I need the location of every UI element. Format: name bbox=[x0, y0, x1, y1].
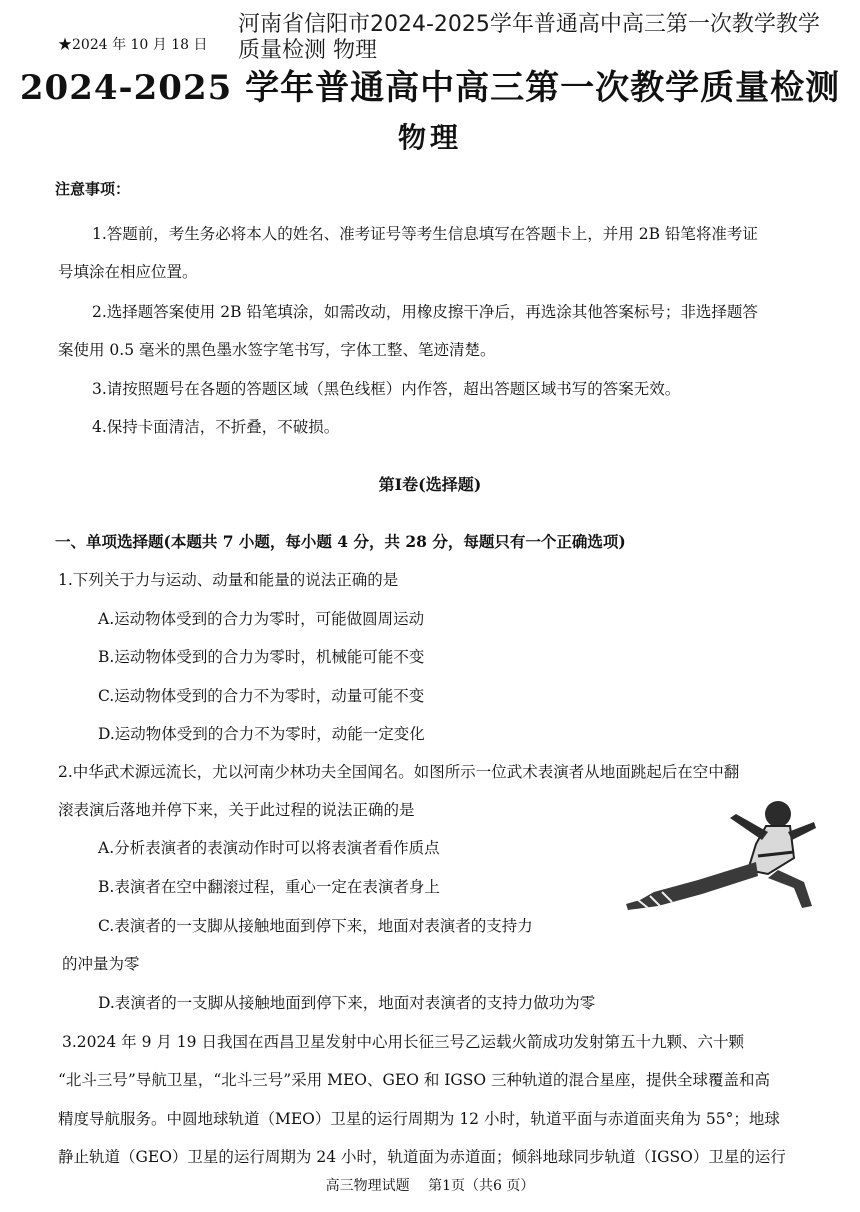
q2-option-a: A.分析表演者的表演动作时可以将表演者看作质点 bbox=[98, 839, 440, 857]
note-item-1-cont: 号填涂在相应位置。 bbox=[58, 263, 198, 281]
martial-artist-figure bbox=[618, 796, 828, 914]
page-title: 2024-2025 学年普通高中高三第一次教学质量检测 bbox=[19, 68, 841, 108]
q1-stem: 1.下列关于力与运动、动量和能量的说法正确的是 bbox=[58, 571, 399, 589]
q1-option-b: B.运动物体受到的合力为零时，机械能可能不变 bbox=[98, 648, 425, 666]
note-item-1: 1.答题前，考生务必将本人的姓名、准考证号等考生信息填写在答题卡上，并用 2B 铅笔将准考证 bbox=[92, 225, 758, 243]
exam-date: ★2024 年 10 月 18 日 bbox=[58, 37, 208, 53]
q1-option-c: C.运动物体受到的合力不为零时，动量可能不变 bbox=[98, 687, 425, 705]
q1-option-a: A.运动物体受到的合力为零时，可能做圆周运动 bbox=[98, 610, 425, 628]
note-item-3: 3.请按照题号在各题的答题区域（黑色线框）内作答，超出答题区域书写的答案无效。 bbox=[92, 380, 681, 398]
note-item-2: 2.选择题答案使用 2B 铅笔填涂，如需改动，用橡皮擦干净后，再选涂其他答案标号；非选择题答 bbox=[92, 303, 758, 321]
q1-option-d: D.运动物体受到的合力不为零时，动能一定变化 bbox=[98, 725, 425, 743]
q2-stem: 2.中华武术源远流长，尤以河南少林功夫全国闻名。如图所示一位武术表演者从地面跳起后在空中翻 bbox=[58, 763, 740, 781]
subject-title: 物理 bbox=[397, 121, 462, 154]
q3-line-1: 3.2024 年 9 月 19 日我国在西昌卫星发射中心用长征三号乙运载火箭成功发射第五十九颗、六十颗 bbox=[62, 1033, 744, 1051]
q2-option-c-cont: 的冲量为零 bbox=[62, 955, 140, 973]
q2-stem-cont: 滚表演后落地并停下来，关于此过程的说法正确的是 bbox=[58, 801, 415, 819]
q2-option-d: D.表演者的一支脚从接触地面到停下来，地面对表演者的支持力做功为零 bbox=[98, 994, 596, 1012]
q3-line-3: 精度导航服务。中圆地球轨道（MEO）卫星的运行周期为 12 小时，轨道平面与赤道面夹角为 55°；地球 bbox=[58, 1110, 780, 1128]
q3-line-2: “北斗三号”导航卫星，“北斗三号”采用 MEO、GEO 和 IGSO 三种轨道的混合星座，提供全球覆盖和高 bbox=[58, 1071, 771, 1089]
note-item-2-cont: 案使用 0.5 毫米的黑色墨水签字笔书写，字体工整、笔迹清楚。 bbox=[58, 341, 496, 359]
section-title: 一、单项选择题(本题共 7 小题，每小题 4 分，共 28 分，每题只有一个正确选项) bbox=[55, 532, 626, 551]
volume-title: 第Ⅰ卷(选择题) bbox=[378, 475, 482, 494]
page-footer: 高三物理试题 第1页（共6 页） bbox=[325, 1178, 535, 1194]
note-item-4: 4.保持卡面清洁，不折叠，不破损。 bbox=[92, 418, 340, 436]
q2-option-c: C.表演者的一支脚从接触地面到停下来，地面对表演者的支持力 bbox=[98, 917, 533, 935]
notes-heading: 注意事项： bbox=[55, 180, 131, 198]
q2-option-b: B.表演者在空中翻滚过程，重心一定在表演者身上 bbox=[98, 878, 440, 896]
overlay-title: 河南省信阳市2024-2025学年普通高中高三第一次教学教学质量检测 物理 bbox=[238, 12, 820, 63]
q3-line-4: 静止轨道（GEO）卫星的运行周期为 24 小时，轨道面为赤道面；倾斜地球同步轨道（IGSO）卫星的运行 bbox=[58, 1148, 786, 1166]
